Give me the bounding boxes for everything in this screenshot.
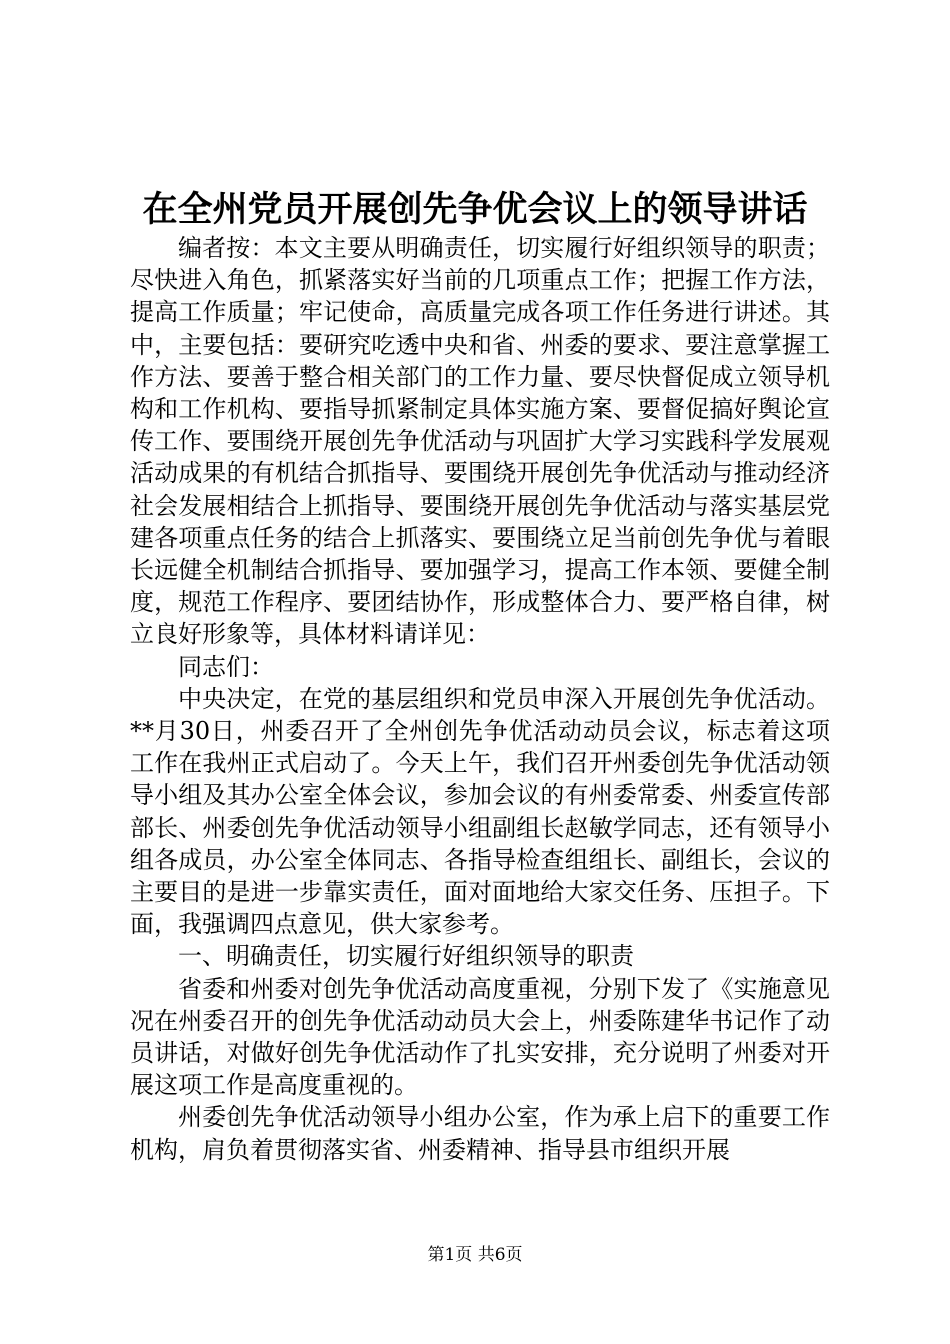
page-number-footer: 第1页 共6页 <box>427 1245 523 1265</box>
document-body <box>130 232 830 1166</box>
document-title: 在全州党员开展创先争优会议上的领导讲话 <box>142 189 808 230</box>
editor-note-paragraph: 编者按：本文主要从明确责任，切实履行好组织领导的职责；尽快进入角色，抓紧落实好当前的几项重点工作；把握工作方法，提高工作质量；牢记使命，高质量完成各项工作任务进行讲述。其中，主要包括：要研究吃透中央和省、州委的要求、要注意掌握工作方法、要善于整合相关部门的工作力量、要尽快督促成立领导机构和工作机构、要指导抓紧制定具体实施方案、要督促搞好舆论宣传工作、要围绕开展创先争优活动与巩固扩大学习实践科学发展观活动成果的有机结合抓指导、要围绕开展创先争优活动与推动经济社会发展相结合上抓指导、要围绕开展创先争优活动与落实基层党建各项重点任务的结合上抓落实、要围绕立足当前创先争优与着眼长远健全机制结合抓指导、要加强学习，提高工作本领、要健全制度，规范工作程序、要团结协作，形成整体合力、要严格自律，树立良好形象等，具体材料请详见： <box>130 234 830 649</box>
section-heading: 一、明确责任，切实履行好组织领导的职责 <box>178 942 634 971</box>
salutation-paragraph: 同志们： <box>178 652 274 681</box>
body-paragraph: 中央决定，在党的基层组织和党员申深入开展创先争优活动。**月30日，州委召开了全州创先争优活动动员会议，标志着这项工作在我州正式启动了。今天上午，我们召开州委创先争优活动领导小组及其办公室全体会议，参加会议的有州委常委、州委宣传部部长、州委创先争优活动领导小组副组长赵敏学同志，还有领导小组各成员，办公室全体同志、各指导检查组组长、副组长，会议的主要目的是进一步靠实责任，面对面地给大家交任务、压担子。下面，我强调四点意见，供大家参考。 <box>130 684 830 939</box>
body-paragraph: 省委和州委对创先争优活动高度重视，分别下发了《实施意见况在州委召开的创先争优活动动员大会上，州委陈建华书记作了动员讲话，对做好创先争优活动作了扎实安排，充分说明了州委对开展这项工作是高度重视的。 <box>130 974 830 1100</box>
body-paragraph: 州委创先争优活动领导小组办公室，作为承上启下的重要工作机构，肩负着贯彻落实省、州委精神、指导县市组织开展 <box>130 1103 830 1164</box>
